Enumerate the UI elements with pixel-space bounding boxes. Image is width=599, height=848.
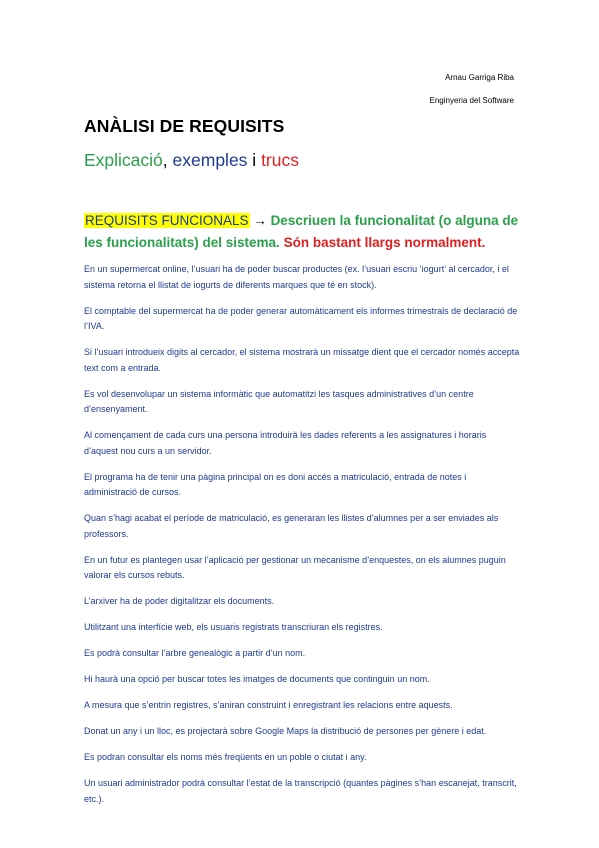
requirement-item: L’arxiver ha de poder digitalitzar els documents. xyxy=(84,596,275,606)
author-name: Arnau Garriga Riba xyxy=(445,73,514,82)
requirement-item: Al començament de cada curs una persona introduirà les dades referents a les assignatures i horaris d’aquest nou curs a un servidor. xyxy=(84,430,487,456)
subtitle-part-i: i xyxy=(247,150,262,170)
author-block xyxy=(430,72,515,107)
section-title: REQUISITS FUNCIONALS xyxy=(85,213,249,228)
requirement-item: Es podran consultar els noms més freqüents en un poble o ciutat i any. xyxy=(84,752,367,762)
subtitle-comma: , xyxy=(162,150,168,170)
section-description: Descriuen la funcionalitat (o alguna de les funcionalitats) del sistema. xyxy=(84,213,519,250)
requirement-item: Es vol desenvolupar un sistema informàtic que automatitzi les tasques administratives d’un centre d’ensenyament. xyxy=(84,388,474,414)
requirement-item: En un supermercat online, l’usuari ha de poder buscar productes (ex. l’usuari escriu ‘iogurt’ al cercador, i el sistema retorna el llistat de iogurts de diferents marques que té en stock). xyxy=(84,264,509,290)
requirement-item: A mesura que s’entrin registres, s’aniran construint i enregistrant les relacions entre aquests. xyxy=(84,700,453,710)
requirement-item: Si l’usuari introdueix digits al cercador, el sistema mostrarà un missatge dient que el cercador només accepta text com a entrada. xyxy=(84,347,520,373)
requirement-item: Hi haurà una opció per buscar totes les imatges de documents que continguin un nom. xyxy=(84,674,430,684)
requirement-item: Un usuari administrador podrà consultar l’estat de la transcripció (quantes pàgines s’han escanejat, transcrit, etc.). xyxy=(84,778,517,804)
requirement-item: El comptable del supermercat ha de poder generar automàticament els informes trimestrals de declaració de l’IVA. xyxy=(84,305,518,331)
requirement-item: Donat un any i un lloc, es projectarà sobre Google Maps la distribució de persones per gènere i edat. xyxy=(84,726,487,736)
subtitle-part-exemples: exemples xyxy=(167,150,248,170)
section-heading xyxy=(84,210,524,254)
section-note: Són bastant llargs normalment. xyxy=(283,235,486,250)
page-subtitle xyxy=(84,150,299,171)
requirement-item: Quan s’hagi acabat el període de matriculació, es generaran les llistes d’alumnes per a ser enviades als professors. xyxy=(84,513,499,539)
subtitle-part-trucs: trucs xyxy=(261,150,299,170)
requirement-item: Es podrà consultar l’arbre genealògic a partir d’un nom. xyxy=(84,648,306,658)
page-title: ANÀLISI DE REQUISITS xyxy=(84,116,285,136)
requirement-item: Utilitzant una interfície web, els usuaris registrats transcriuran els registres. xyxy=(84,622,383,632)
subtitle-part-explicacio: Explicació xyxy=(84,150,163,170)
requirements-list xyxy=(84,262,520,818)
arrow-right-icon: → xyxy=(253,213,267,228)
course-name: Enginyeria del Software xyxy=(429,96,514,105)
requirement-item: En un futur es plantegen usar l’aplicació per gestionar un mecanisme d’enquestes, on els alumnes puguin valorar els cursos rebuts. xyxy=(84,554,506,580)
requirement-item: El programa ha de tenir una pàgina principal on es doni accés a matriculació, entrada de notes i administració de cursos. xyxy=(84,471,467,497)
